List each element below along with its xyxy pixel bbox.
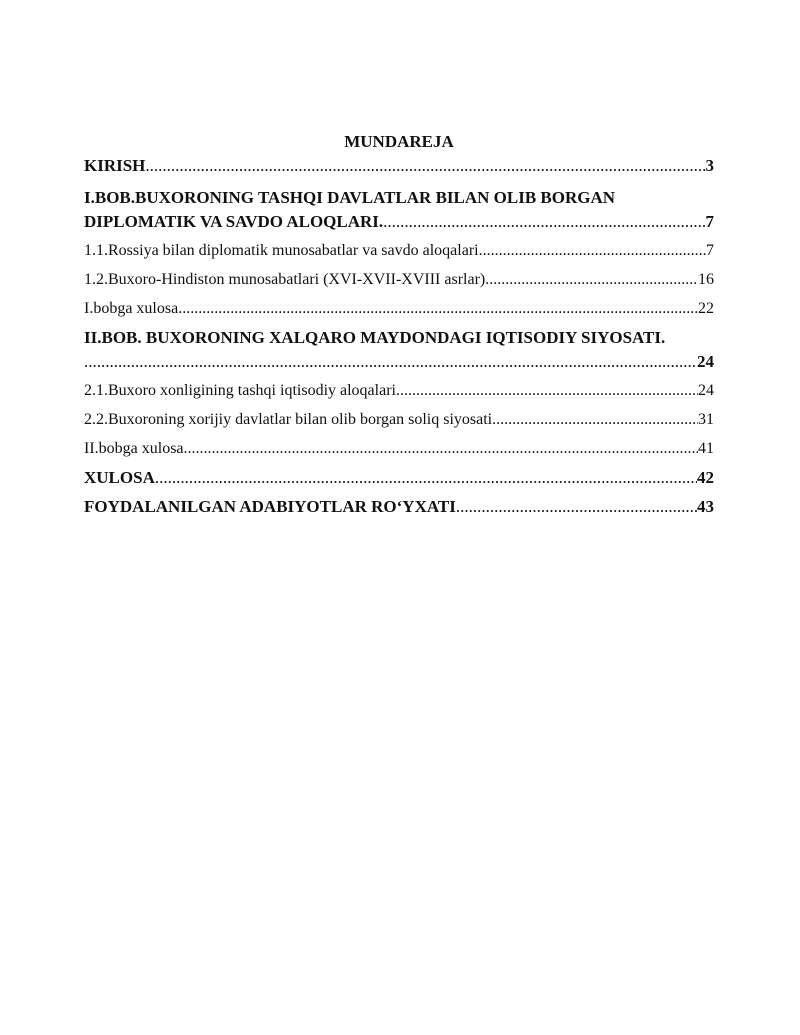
toc-entry-label: FOYDALANILGAN ADABIYOTLAR RO‘YXATI — [84, 497, 456, 516]
toc-leader-dots — [178, 297, 698, 321]
toc-entry-label: I.BOB.BUXORONING TASHQI DAVLATLAR BILAN OLIB BORGAN — [84, 188, 616, 207]
toc-entry-label-continued: DIPLOMATIK VA SAVDO ALOQLARI. — [84, 212, 384, 231]
toc-entry-label: II.bobga xulosa — [84, 440, 184, 457]
toc-leader-dots — [485, 268, 698, 292]
toc-page-number: 42 — [697, 468, 714, 487]
toc-entry-label: XULOSA — [84, 468, 155, 487]
toc-entry-bibliography[interactable] — [84, 495, 714, 519]
toc-entry-chapter-1[interactable] — [84, 186, 714, 234]
toc-leader-dots — [84, 350, 697, 374]
toc-page-number: 7 — [705, 212, 714, 231]
toc-entry-section-1-1[interactable] — [84, 239, 714, 263]
toc-entry-label: 2.2.Buxoroning xorijiy davlatlar bilan olib borgan soliq siyosati — [84, 411, 493, 428]
toc-entry-section-2-1[interactable] — [84, 379, 714, 403]
toc-leader-dots — [184, 437, 698, 461]
toc-leader-dots — [479, 239, 706, 263]
toc-page-number: 7 — [706, 242, 714, 259]
toc-page-number: 43 — [697, 497, 714, 516]
toc-leader-dots — [396, 379, 698, 403]
toc-entry-chapter-2-conclusion[interactable] — [84, 437, 714, 461]
toc-page-number: 24 — [697, 352, 714, 371]
toc-title: MUNDAREJA — [344, 132, 454, 151]
toc-page-number: 31 — [698, 411, 714, 428]
toc-leader-dots — [492, 408, 698, 432]
toc-entry-kirish[interactable] — [84, 154, 714, 178]
toc-entry-label: I.bobga xulosa — [84, 300, 179, 317]
toc-page-number: 16 — [698, 271, 714, 288]
toc-entry-xulosa[interactable] — [84, 466, 714, 490]
toc-leader-dots — [383, 210, 705, 234]
toc-entry-label: KIRISH — [84, 156, 146, 175]
toc-entry-line — [84, 326, 714, 350]
toc-entry-line — [84, 210, 714, 234]
table-of-contents — [84, 154, 714, 519]
toc-page-number: 3 — [705, 156, 714, 175]
toc-entry-line — [84, 350, 714, 374]
toc-entry-section-2-2[interactable] — [84, 408, 714, 432]
document-page — [84, 130, 714, 519]
toc-entry-label: 1.2.Buxoro-Hindiston munosabatlari (XVI-XVII-XVIII asrlar) — [84, 271, 486, 288]
toc-entry-section-1-2[interactable] — [84, 268, 714, 292]
toc-leader-dots — [456, 495, 697, 519]
toc-entry-label: 2.1.Buxoro xonligining tashqi iqtisodiy aloqalari — [84, 382, 396, 399]
toc-entry-label: 1.1.Rossiya bilan diplomatik munosabatlar va savdo aloqalari — [84, 242, 479, 259]
toc-entry-label: II.BOB. BUXORONING XALQARO MAYDONDAGI IQTISODIY SIYOSATI. — [84, 328, 666, 347]
toc-page-number: 41 — [698, 440, 714, 457]
toc-leader-dots — [145, 154, 705, 178]
toc-entry-chapter-2[interactable] — [84, 326, 714, 374]
toc-page-number: 24 — [698, 382, 714, 399]
toc-entry-chapter-1-conclusion[interactable] — [84, 297, 714, 321]
toc-leader-dots — [155, 466, 697, 490]
toc-page-number: 22 — [698, 300, 714, 317]
toc-entry-line — [84, 186, 714, 210]
